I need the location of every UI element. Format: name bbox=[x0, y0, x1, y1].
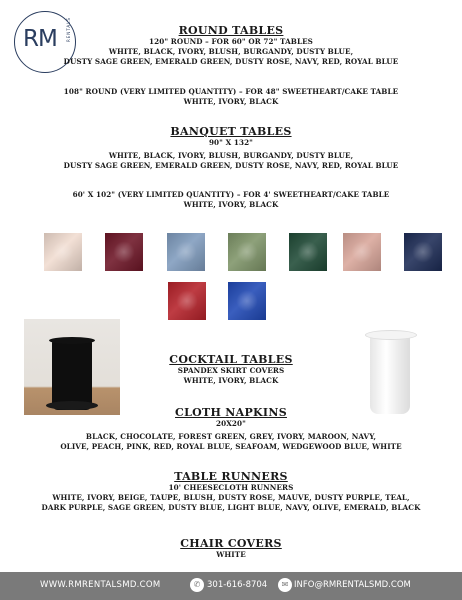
cocktail-tables-line: WHITE, IVORY, BLACK bbox=[183, 376, 279, 385]
chair-covers-section bbox=[0, 537, 462, 560]
cocktail-tables-heading: COCKTAIL TABLES bbox=[169, 353, 293, 366]
banquet-tables-section bbox=[0, 125, 462, 171]
table-runners-line: DARK PURPLE, SAGE GREEN, DUSTY BLUE, LIGHT BLUE, NAVY, OLIVE, EMERALD, BLACK bbox=[41, 503, 421, 512]
round-tables-heading: ROUND TABLES bbox=[178, 24, 284, 37]
table-runners-line: WHITE, IVORY, BEIGE, TAUPE, BLUSH, DUSTY ROSE, MAUVE, DUSTY PURPLE, TEAL, bbox=[52, 493, 410, 502]
fabric-swatch bbox=[228, 282, 266, 320]
cloth-napkins-line: OLIVE, PEACH, PINK, RED, ROYAL BLUE, SEAFOAM, WEDGEWOOD BLUE, WHITE bbox=[60, 442, 402, 451]
fabric-swatch bbox=[44, 233, 82, 271]
banquet-tables-line: WHITE, BLACK, IVORY, BLUSH, BURGANDY, DUSTY BLUE, bbox=[108, 151, 354, 160]
banquet-tables-heading: BANQUET TABLES bbox=[170, 125, 292, 138]
banquet-tables-limited bbox=[0, 190, 462, 210]
website-link[interactable]: WWW.RMRENTALSMD.COM bbox=[40, 580, 161, 590]
cloth-napkins-section bbox=[0, 406, 462, 452]
round-tables-limited-line: WHITE, IVORY, BLACK bbox=[183, 97, 279, 106]
fabric-swatch bbox=[289, 233, 327, 271]
fabric-swatch bbox=[168, 282, 206, 320]
black-table-top bbox=[49, 337, 95, 344]
cocktail-tables-line: SPANDEX SKIRT COVERS bbox=[177, 366, 285, 375]
contact-footer bbox=[0, 572, 462, 600]
round-tables-line: WHITE, BLACK, IVORY, BLUSH, BURGANDY, DUSTY BLUE, bbox=[108, 47, 354, 56]
chair-covers-heading: CHAIR COVERS bbox=[180, 537, 282, 550]
white-table-top bbox=[365, 330, 417, 340]
fabric-swatch bbox=[167, 233, 205, 271]
cloth-napkins-heading: CLOTH NAPKINS bbox=[175, 406, 287, 419]
round-tables-limited-line: 108" ROUND (VERY LIMITED QUANTITY) – FOR 48" SWEETHEART/CAKE TABLE bbox=[63, 87, 399, 96]
fabric-swatch bbox=[404, 233, 442, 271]
logo-mark: RM bbox=[23, 26, 57, 52]
round-tables-limited bbox=[0, 87, 462, 107]
phone-icon: ✆ bbox=[190, 578, 204, 592]
cloth-napkins-line: BLACK, CHOCOLATE, FOREST GREEN, GREY, IVORY, MAROON, NAVY, bbox=[85, 432, 377, 441]
round-tables-line: 120" ROUND – FOR 60" OR 72" TABLES bbox=[149, 37, 313, 46]
fabric-swatch bbox=[343, 233, 381, 271]
banquet-tables-line: DUSTY SAGE GREEN, EMERALD GREEN, DUSTY ROSE, NAVY, RED, ROYAL BLUE bbox=[63, 161, 399, 170]
mail-icon: ✉ bbox=[278, 578, 292, 592]
fabric-swatch bbox=[105, 233, 143, 271]
round-tables-line: DUSTY SAGE GREEN, EMERALD GREEN, DUSTY ROSE, NAVY, RED, ROYAL BLUE bbox=[63, 57, 399, 66]
banquet-tables-limited-line: WHITE, IVORY, BLACK bbox=[183, 200, 279, 209]
cloth-napkins-line: 20X20" bbox=[216, 419, 246, 428]
fabric-swatch bbox=[228, 233, 266, 271]
round-tables-section bbox=[0, 24, 462, 67]
banquet-tables-limited-line: 60' X 102" (VERY LIMITED QUANTITY) – FOR 4' SWEETHEART/CAKE TABLE bbox=[72, 190, 390, 199]
table-runners-heading: TABLE RUNNERS bbox=[174, 470, 288, 483]
table-runners-section bbox=[0, 470, 462, 513]
cocktail-tables-section bbox=[0, 353, 462, 386]
phone-number[interactable]: 301-616-8704 bbox=[207, 580, 268, 590]
chair-covers-line: WHITE bbox=[216, 550, 246, 559]
email-link[interactable]: INFO@RMRENTALSMD.COM bbox=[294, 580, 411, 590]
logo-subtitle: RENTALS bbox=[66, 17, 71, 42]
table-runners-line: 10' CHEESECLOTH RUNNERS bbox=[168, 483, 294, 492]
banquet-tables-line: 90" X 132" bbox=[208, 138, 254, 147]
